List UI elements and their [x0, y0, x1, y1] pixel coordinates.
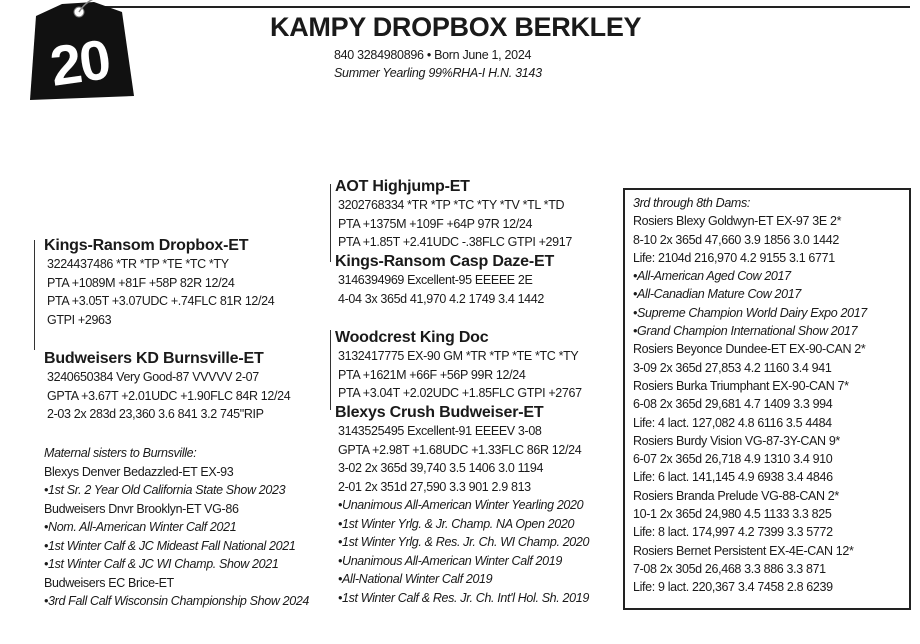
sire-block	[44, 237, 274, 329]
header-id-line: 840 3284980896 • Born June 1, 2024	[334, 48, 532, 62]
sire-detail-line: GTPI +2963	[47, 312, 112, 327]
dams-box-line: Rosiers Burka Triumphant EX-90-CAN 7*	[633, 378, 849, 393]
sire-sire-detail-line: PTA +1375M +109F +64P 97R 12/24	[338, 216, 533, 231]
maternal-list	[44, 463, 309, 611]
maternal-sisters-block	[44, 444, 309, 611]
dams-box	[623, 188, 911, 610]
dam-dam-block	[335, 404, 589, 607]
dams-box-line: Life: 9 lact. 220,367 3.4 7458 2.8 6239	[633, 580, 833, 595]
dam-dam-detail-line: •Unanimous All-American Winter Calf 2019	[338, 553, 562, 568]
maternal-line: •Nom. All-American Winter Calf 2021	[44, 520, 237, 534]
dams-box-line: •All-American Aged Cow 2017	[633, 269, 791, 284]
dam-block	[44, 350, 290, 424]
dam-dam-detail-line: •All-National Winter Calf 2019	[338, 572, 493, 586]
dam-dam-detail-line: 3-02 2x 365d 39,740 3.5 1406 3.0 1194	[338, 461, 544, 475]
dams-box-line: 7-08 2x 305d 26,468 3.3 886 3.3 871	[633, 561, 826, 576]
dam-sire-detail-line: 3132417775 EX-90 GM *TR *TP *TE *TC *TY	[338, 349, 579, 363]
dams-box-line: Rosiers Blexy Goldwyn-ET EX-97 3E 2*	[633, 214, 842, 229]
dam-sire-detail-line: PTA +1621M +66F +56P 99R 12/24	[338, 367, 526, 382]
dam-sire-details	[338, 347, 582, 403]
dams-box-line: Life: 2104d 216,970 4.2 9155 3.1 6771	[633, 250, 835, 265]
dams-box-line: •Grand Champion International Show 2017	[633, 324, 858, 339]
dam-details	[47, 368, 290, 424]
sire-sire-name: AOT Highjump-ET	[335, 178, 470, 195]
pedigree-line-sire	[34, 240, 35, 350]
maternal-line: •1st Winter Calf & JC WI Champ. Show 2021	[44, 557, 279, 571]
sire-detail-line: 3224437486 *TR *TP *TE *TC *TY	[47, 257, 229, 271]
sire-dam-detail-line: 3146394969 Excellent-95 EEEEE 2E	[338, 273, 533, 287]
sire-sire-detail-line: 3202768334 *TR *TP *TC *TY *TV *TL *TD	[338, 198, 565, 212]
maternal-line: •1st Winter Calf & JC Mideast Fall National 2021	[44, 538, 296, 553]
sire-sire-details	[338, 196, 572, 252]
dams-box-line: Rosiers Bernet Persistent EX-4E-CAN 12*	[633, 543, 854, 558]
sire-sire-detail-line: PTA +1.85T +2.41UDC -.38FLC GTPI +2917	[338, 235, 572, 249]
sire-dam-details	[338, 271, 554, 308]
dams-box-line: 8-10 2x 365d 47,660 3.9 1856 3.0 1442	[633, 232, 839, 247]
dams-box-line: Rosiers Branda Prelude VG-88-CAN 2*	[633, 488, 839, 503]
dams-box-line: 6-08 2x 365d 29,681 4.7 1409 3.3 994	[633, 397, 833, 412]
sire-dam-detail-line: 4-04 3x 365d 41,970 4.2 1749 3.4 1442	[338, 291, 544, 306]
sire-name: Kings-Ransom Dropbox-ET	[44, 237, 249, 254]
dams-box-line: Life: 4 lact. 127,082 4.8 6116 3.5 4484	[633, 415, 832, 430]
pedigree-line-sire-sire	[330, 184, 331, 262]
dams-box-heading: 3rd through 8th Dams:	[633, 196, 751, 210]
dams-box-line: •Supreme Champion World Dairy Expo 2017	[633, 305, 867, 320]
dams-box-line: •All-Canadian Mature Cow 2017	[633, 287, 801, 302]
dam-sire-block	[335, 329, 582, 403]
maternal-line: •1st Sr. 2 Year Old California State Show 2023	[44, 483, 286, 497]
sire-dam-name: Kings-Ransom Casp Daze-ET	[335, 253, 555, 270]
sire-dam-block	[335, 253, 554, 308]
maternal-line: Blexys Denver Bedazzled-ET EX-93	[44, 464, 234, 479]
maternal-line: •3rd Fall Calf Wisconsin Championship Show 2024	[44, 594, 310, 608]
dams-box-line: 10-1 2x 365d 24,980 4.5 1133 3.3 825	[633, 507, 832, 522]
dam-dam-detail-line: •1st Winter Yrlg. & Jr. Champ. NA Open 2020	[338, 516, 575, 531]
lot-number: 20	[46, 27, 113, 98]
header-class-line: Summer Yearling 99%RHA-I H.N. 3143	[334, 66, 542, 80]
dam-dam-detail-line: 3143525495 Excellent-91 EEEEV 3-08	[338, 424, 542, 438]
dams-box-line: 3-09 2x 365d 27,853 4.2 1160 3.4 941	[633, 360, 832, 375]
dam-dam-detail-line: 2-01 2x 351d 27,590 3.3 901 2.9 813	[338, 479, 531, 494]
dam-dam-detail-line: •Unanimous All-American Winter Yearling 2020	[338, 498, 584, 512]
top-rule	[95, 6, 910, 8]
dam-dam-details	[338, 422, 589, 607]
sire-detail-line: PTA +1089M +81F +58P 82R 12/24	[47, 275, 235, 290]
dam-detail-line: 3240650384 Very Good-87 VVVVV 2-07	[47, 370, 259, 384]
dam-detail-line: GPTA +3.67T +2.01UDC +1.90FLC 84R 12/24	[47, 388, 291, 403]
dam-detail-line: 2-03 2x 283d 23,360 3.6 841 3.2 745"RIP	[47, 407, 264, 421]
pedigree-line-dam-sire	[330, 330, 331, 410]
dam-dam-detail-line: GPTA +2.98T +1.68UDC +1.33FLC 86R 12/24	[338, 442, 582, 457]
dam-dam-detail-line: •1st Winter Calf & Res. Jr. Ch. Int'l Hol. Sh. 2019	[338, 590, 589, 605]
dam-name: Budweisers KD Burnsville-ET	[44, 350, 264, 367]
sire-details	[47, 255, 274, 329]
maternal-line: Budweisers Dnvr Brooklyn-ET VG-86	[44, 501, 239, 516]
animal-title: KAMPY DROPBOX BERKLEY	[270, 12, 642, 42]
dams-list	[633, 212, 867, 596]
dams-box-line: 6-07 2x 365d 26,718 4.9 1310 3.4 910	[633, 452, 833, 467]
sire-sire-block	[335, 178, 572, 252]
dam-dam-detail-line: •1st Winter Yrlg. & Res. Jr. Ch. WI Champ. 2020	[338, 535, 590, 549]
dams-box-line: Rosiers Burdy Vision VG-87-3Y-CAN 9*	[633, 433, 840, 448]
maternal-line: Budweisers EC Brice-ET	[44, 575, 174, 590]
dams-box-line: Life: 8 lact. 174,997 4.2 7399 3.3 5772	[633, 525, 833, 540]
sire-detail-line: PTA +3.05T +3.07UDC +.74FLC 81R 12/24	[47, 294, 275, 308]
lot-tag	[22, 0, 137, 104]
dam-dam-name: Blexys Crush Budweiser-ET	[335, 404, 544, 421]
dam-sire-detail-line: PTA +3.04T +2.02UDC +1.85FLC GTPI +2767	[338, 386, 582, 400]
dams-box-line: Life: 6 lact. 141,145 4.9 6938 3.4 4846	[633, 470, 833, 485]
dam-sire-name: Woodcrest King Doc	[335, 329, 489, 346]
dams-box-line: Rosiers Beyonce Dundee-ET EX-90-CAN 2*	[633, 342, 866, 357]
maternal-heading: Maternal sisters to Burnsville:	[44, 446, 197, 460]
